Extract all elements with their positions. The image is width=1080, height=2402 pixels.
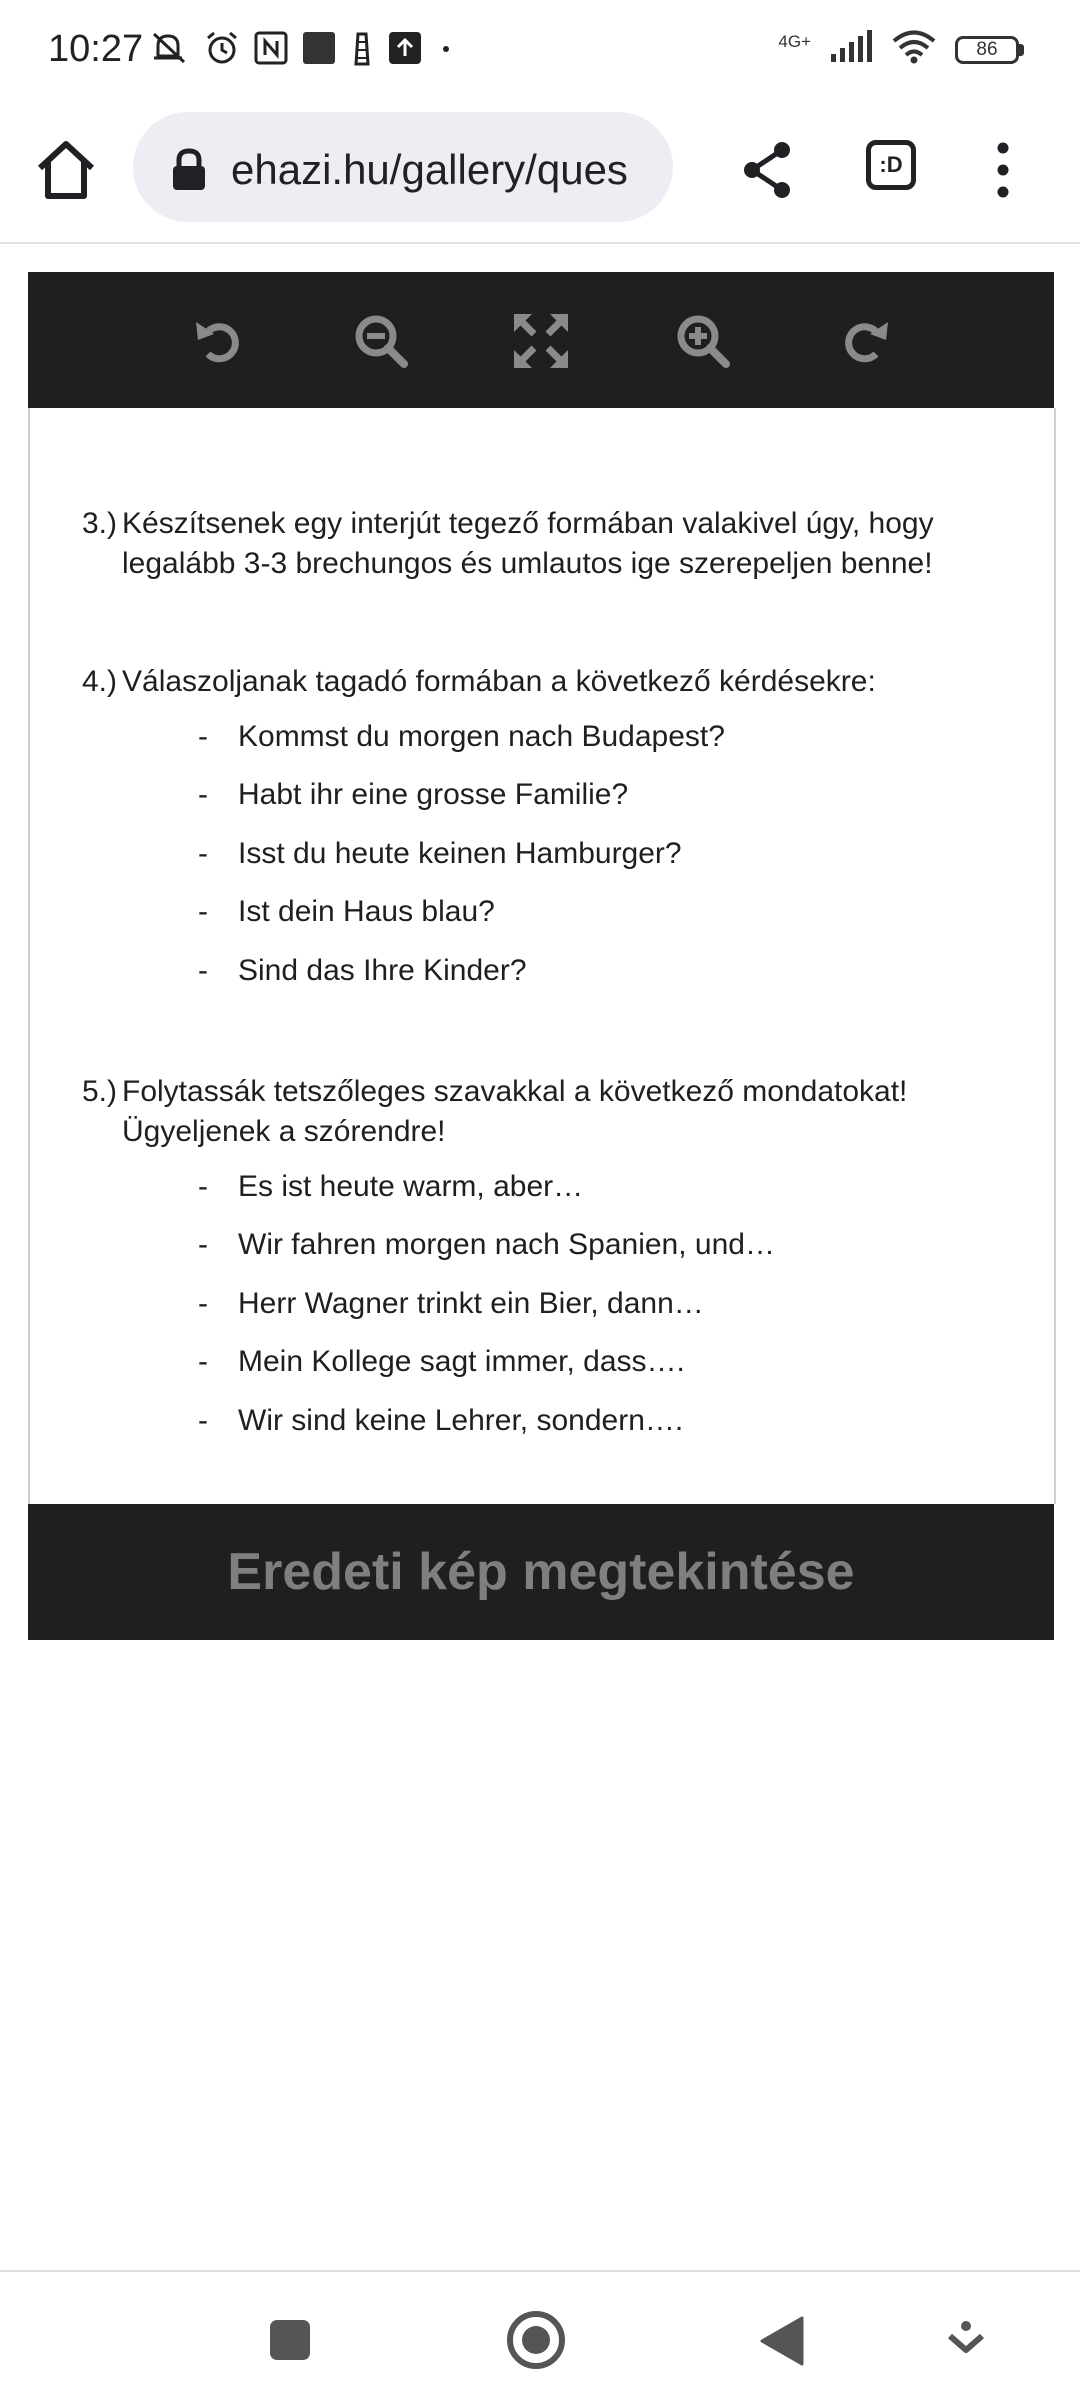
system-icons: [778, 30, 1024, 69]
question-text: legalább 3-3 brechungos és umlautos ige szerepeljen benne!: [122, 547, 933, 580]
home-button[interactable]: [30, 134, 102, 206]
network-type: 4G+: [778, 31, 811, 51]
question-number: 3.): [82, 507, 118, 540]
status-bar: [0, 0, 1080, 104]
home-circle-icon[interactable]: [506, 2310, 566, 2370]
rotate-right-icon[interactable]: [836, 312, 894, 370]
question-number: 5.): [82, 1075, 118, 1108]
browser-toolbar: [0, 104, 1080, 244]
home-icon: [30, 134, 102, 206]
status-time: 10:27: [48, 28, 144, 70]
question-text: Ügyeljenek a szórendre!: [122, 1115, 446, 1148]
zoom-out-icon[interactable]: [352, 312, 410, 370]
wifi-icon: [891, 30, 937, 69]
share-icon: [736, 134, 800, 206]
view-original-button[interactable]: [28, 1504, 1054, 1640]
assist-icon[interactable]: [946, 2320, 986, 2360]
fit-screen-icon[interactable]: [512, 312, 570, 370]
share-button[interactable]: [736, 134, 800, 206]
upload-icon: [388, 31, 422, 72]
address-bar[interactable]: [133, 112, 673, 222]
battery-icon: [955, 36, 1024, 64]
nfc-icon: [254, 31, 288, 72]
question-text: Válaszoljanak tagadó formában a következő kérdésekre:: [122, 665, 876, 698]
view-original-label: Eredeti kép megtekintése: [227, 1543, 855, 1601]
signal-icon: [829, 30, 873, 69]
image-viewer-toolbar: [28, 272, 1054, 408]
recents-icon[interactable]: [268, 2318, 312, 2362]
alarm-icon: [204, 30, 240, 73]
url-text: ehazi.hu/gallery/ques: [231, 146, 628, 193]
mute-icon: [150, 30, 190, 73]
question-3: [82, 504, 1022, 584]
worksheet-image: 3.) Készítsenek egy interjút tegező formában valakivel úgy, hogy legalább 3-3 brechungos és umlautos ige szerepeljen benne! 4.) Válaszoljanak tagadó formában a következő kérdésekre: - Kommst du morgen nach Budapest? - Habt ihr eine grosse Familie? - Isst du heute keinen Hamburger? - Ist dein Haus blau? - Sind das Ihre Kinder? 5.) Folytassák tetszőleges szavakkal a következő mondatokat! Ügyeljenek a szórendre! - Es ist heute warm, aber… - Wir fahren morgen nach Spanien, und… - Herr Wagner trinkt ein Bier, dann… - Mein Kollege sagt immer, dass…. - Wir sind keine Lehrer, sondern….: [28, 408, 1056, 1504]
more-vert-icon: [985, 140, 1021, 200]
question-text: Készítsenek egy interjút tegező formában valakivel úgy, hogy: [122, 507, 934, 540]
question-text: Folytassák tetszőleges szavakkal a következő mondatokat!: [122, 1075, 908, 1108]
menu-button[interactable]: [985, 140, 1021, 200]
back-icon[interactable]: [760, 2316, 804, 2366]
battery-level: 86: [955, 36, 1019, 64]
question-5: [82, 1072, 1022, 1152]
dot-icon: [436, 31, 456, 72]
question-4: [82, 662, 1022, 702]
tower-icon: [350, 30, 374, 73]
question-number: 4.): [82, 665, 118, 698]
rotate-left-icon[interactable]: [190, 312, 248, 370]
tab-switcher-button[interactable]: :D: [866, 140, 916, 190]
notification-icons: [150, 30, 456, 73]
app-icon: [302, 31, 336, 72]
lock-icon: [169, 148, 209, 192]
system-navigation-bar: [0, 2270, 1080, 2402]
zoom-in-icon[interactable]: [674, 312, 732, 370]
